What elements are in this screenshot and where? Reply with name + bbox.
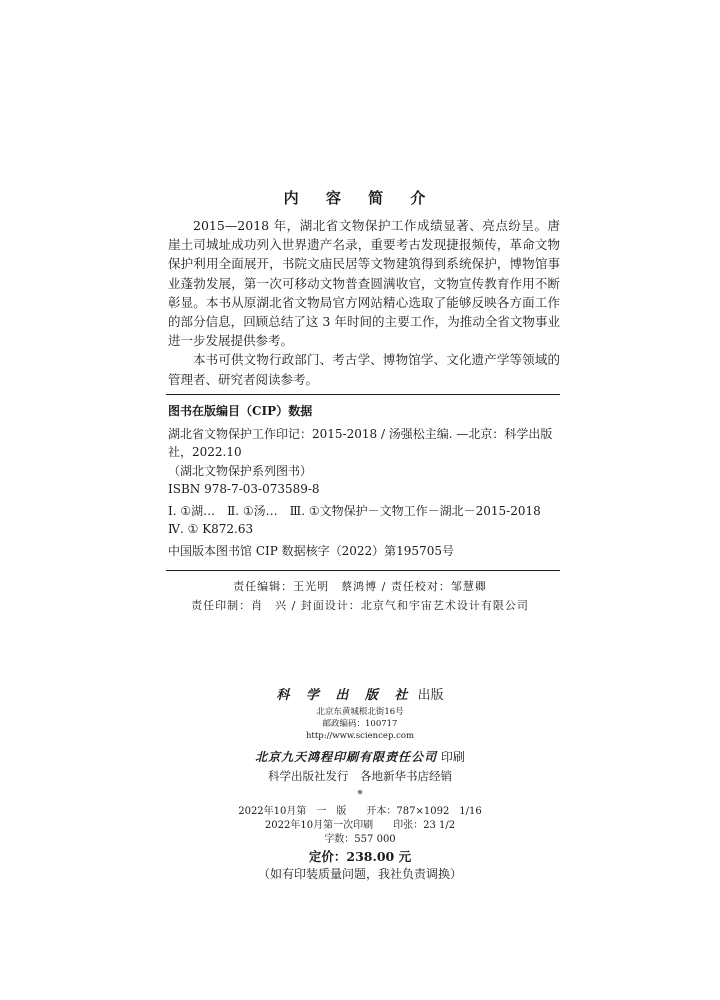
intro-title: 内 容 简 介	[283, 189, 437, 207]
cip-classification-1: Ⅰ. ①湖… Ⅱ. ①汤… Ⅲ. ①文物保护－文物工作－湖北－2015-2018	[168, 503, 541, 518]
cip-classification-2: Ⅳ. ① K872.63	[168, 522, 254, 536]
production-credit: 责任印制：肖 兴 / 封面设计：北京气和宇宙艺术设计有限公司	[191, 599, 529, 612]
intro-paragraph-2: 本书可供文物行政部门、考古学、博物馆学、文化遗产学等领域的管理者、研究者阅读参考。	[168, 352, 560, 387]
cip-verification: 中国版本图书馆 CIP 数据核字（2022）第195705号	[168, 543, 454, 558]
cip-heading: 图书在版编目（CIP）数据	[168, 404, 313, 418]
cip-series: （湖北文物保护系列图书）	[168, 463, 313, 478]
publisher-name: 科 学 出 版 社	[276, 688, 414, 703]
quality-note: （如有印装质量问题，我社负责调换）	[257, 867, 462, 881]
printer-name: 北京九天鸿程印刷有限责任公司	[255, 750, 438, 764]
printer-line	[0, 748, 720, 767]
publisher-postcode: 邮政编码：100717	[322, 719, 398, 729]
separator-star: *	[357, 788, 363, 801]
publisher-address: 北京东黄城根北街16号	[316, 707, 404, 717]
imprint-block	[0, 686, 720, 883]
cip-main-entry: 湖北省文物保护工作印记：2015-2018 / 汤强松主编. —北京：科学出版社，2022.10	[168, 426, 553, 459]
cip-bottom-rule	[166, 570, 560, 571]
publisher-suffix: 出版	[417, 688, 444, 703]
distribution-line: 科学出版社发行 各地新华书店经销	[268, 769, 452, 783]
cip-isbn: ISBN 978-7-03-073589-8	[168, 482, 320, 496]
price: 定价：238.00 元	[308, 849, 412, 864]
editor-credit: 责任编辑：王光明 蔡鸿博 / 责任校对：邹慧卿	[233, 580, 487, 593]
printer-suffix: 印刷	[440, 750, 465, 764]
word-count: 字数：557 000	[324, 834, 396, 845]
cip-top-rule	[166, 394, 560, 395]
cip-block	[168, 402, 560, 560]
printing-line: 2022年10月第一次印刷 印张：23 1/2	[264, 820, 456, 831]
publisher-website: http://www.sciencep.com	[305, 731, 415, 741]
intro-section	[168, 216, 560, 389]
credits-block	[0, 577, 720, 615]
publisher-line	[0, 686, 720, 706]
edition-line: 2022年10月第 一 版 开本：787×1092 1/16	[238, 806, 482, 817]
intro-paragraph-1: 2015—2018 年，湖北省文物保护工作成绩显著、亮点纷呈。唐崖土司城址成功列入世界遗产名录，重要考古发现捷报频传，革命文物保护利用全面展开，书院文庙民居等文物建筑得到系统保护，博物馆事业蓬勃发展，第一次可移动文物普查圆满收官，文物宣传教育作用不断彰显。本书从原湖北省文物局官方网站精心选取了能够反映各方面工作的部分信息，回顾总结了这 3 年时间的主要工作，为推动全省文物事业进一步发展提供参考。	[168, 218, 560, 349]
